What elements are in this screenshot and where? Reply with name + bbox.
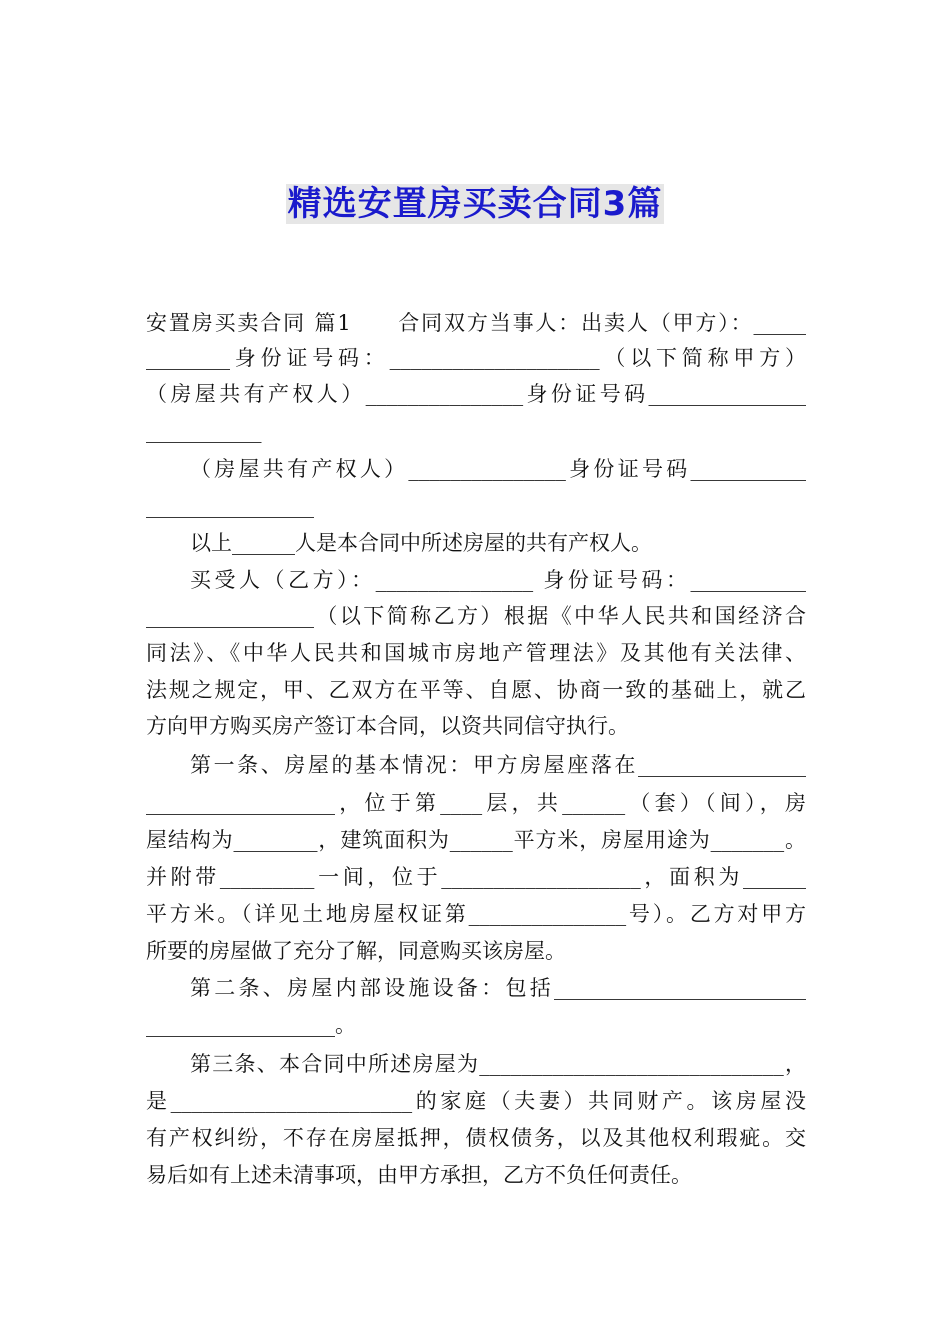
text-line: 安置房买卖合同 篇1 合同双方当事人：出卖人（甲方）：_____: [146, 311, 806, 335]
text-line: ________________（以下简称乙方）根据《中华人民共和国经济合: [146, 604, 806, 628]
text-line: ________身份证号码：____________________（以下简称甲方）: [146, 346, 806, 370]
text-line: __________________。: [146, 1013, 356, 1037]
text-line: 以上______人是本合同中所述房屋的共有产权人。: [190, 531, 652, 555]
text-line: （房屋共有产权人）_______________身份证号码_______________: [146, 382, 806, 406]
text-line: __________________，位于第____层，共______（套）（间），房: [146, 791, 806, 815]
text-line: 所要的房屋做了充分了解，同意购买该房屋。: [146, 939, 566, 963]
text-line: 法规之规定，甲、乙双方在平等、自愿、协商一致的基础上，就乙: [146, 678, 806, 702]
text-line: ___________: [146, 419, 262, 443]
text-line: 同法》、《中华人民共和国城市房地产管理法》及其他有关法律、: [146, 641, 806, 665]
text-line: 屋结构为________，建筑面积为______平方米，房屋用途为_______。: [146, 828, 806, 852]
text-line: 方向甲方购买房产签订本合同，以资共同信守执行。: [146, 714, 629, 738]
text-line: 第二条、房屋内部设施设备：包括________________________: [190, 976, 806, 1000]
text-line: 并附带_________一间，位于___________________，面积为______: [146, 865, 806, 889]
text-line: 是_______________________的家庭（夫妻）共同财产。该房屋没: [146, 1089, 806, 1113]
text-line: （房屋共有产权人）_______________身份证号码___________: [190, 457, 806, 481]
text-line: 平方米。（详见土地房屋权证第_______________号）。乙方对甲方: [146, 902, 806, 926]
text-line: 有产权纠纷，不存在房屋抵押，债权债务，以及其他权利瑕疵。交: [146, 1126, 806, 1150]
title-text: 精选安置房买卖合同3篇: [287, 184, 663, 224]
document-title: [0, 176, 950, 225]
text-line: 买受人（乙方）：_______________ 身份证号码：___________: [190, 568, 806, 592]
text-line: ________________: [146, 494, 314, 518]
text-line: 易后如有上述未清事项，由甲方承担，乙方不负任何责任。: [146, 1163, 692, 1187]
text-line: 第三条、本合同中所述房屋为_____________________________，: [190, 1052, 806, 1076]
text-line: 第一条、房屋的基本情况：甲方房屋座落在________________: [190, 753, 806, 777]
